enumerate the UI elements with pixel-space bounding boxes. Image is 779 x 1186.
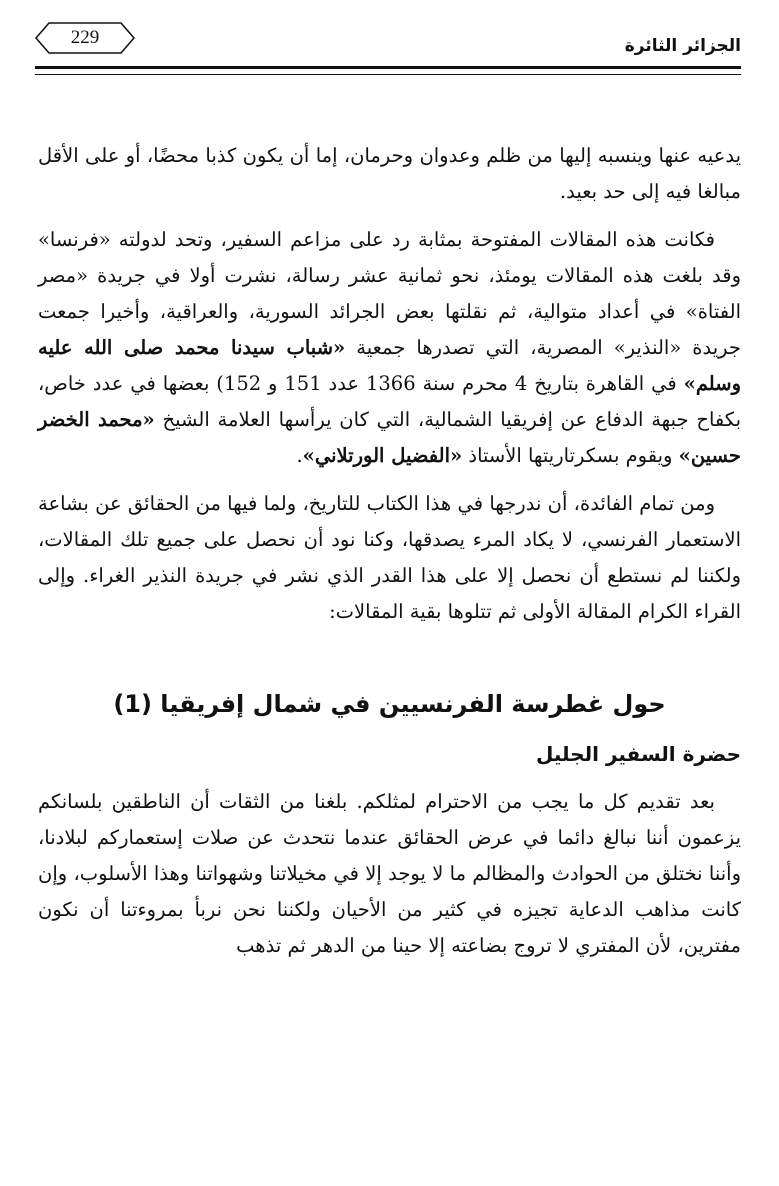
header-rule-thick: [35, 66, 741, 69]
page-number-badge: [35, 22, 135, 54]
paragraph-3: ومن تمام الفائدة، أن ندرجها في هذا الكتاب للتاريخ، ولما فيها من الحقائق عن بشاعة الاستعمار الفرنسي، لا يكاد المرء يصدقها، وكنا نود أن نحصل على جميع تلك المقالات، ولكننا لم نستطع أن نحصل إلا على هذا القدر الذي نشر في جريدة النذير الغراء. وإلى القراء الكرام المقالة الأولى ثم تتلوها بقية المقالات:: [38, 492, 741, 623]
paragraph-1: يدعيه عنها وينسبه إليها من ظلم وعدوان وحرمان، إما أن يكون كذبا محضًا، أو على الأقل مبالغا فيه إلى حد بعيد.: [38, 144, 741, 203]
paragraph-4: بعد تقديم كل ما يجب من الاحترام لمثلكم. بلغنا من الثقات أن الناطقين بلسانكم يزعمون أننا نبالغ دائما في عرض الحقائق عندما نتحدث عن صلات إستعماركم لبلادنا، وأننا نختلق من الحوادث والمظالم ما لا يوجد إلا في مخيلاتنا وشهواتنا وهذا الأسلوب، وإن كانت مذاهب الدعاية تجيزه في كثير من الأحيان ولكننا نحن نربأ بمروءتنا أن نكون مفترين، لأن المفتري لا تروج بضاعته إلا حينا من الدهر ثم تذهب: [38, 790, 741, 957]
page-body: [38, 138, 741, 976]
article-title: حول غطرسة الفرنسيين في شمال إفريقيا (1): [113, 690, 666, 718]
association-name: «شباب سيدنا محمد صلى الله عليه وسلم»: [38, 336, 742, 395]
header-rule-thin: [35, 74, 741, 75]
paragraph-2-text-c: ويقوم بسكرتاريتها الأستاذ: [462, 444, 679, 467]
secretary-name: «الفضيل الورتلاني»: [302, 444, 463, 467]
paragraph-2: [38, 222, 741, 474]
sheikh-name: «محمد الخضر حسين»: [38, 408, 741, 467]
page-number: 229: [70, 27, 100, 48]
paragraph-2-text-b: في القاهرة بتاريخ 4 محرم سنة 1366 عدد 151 و 152) بعضها في عدد خاص، بكفاح جبهة الدفاع عن إفريقيا الشمالية، التي كان يرأسها العلامة الشيخ: [38, 372, 741, 431]
salutation-heading: حضرة السفير الجليل: [536, 742, 741, 766]
paragraph-2-text-a: فكانت هذه المقالات المفتوحة بمثابة رد على مزاعم السفير، وتحد لدولته «فرنسا» وقد بلغت هذه المقالات يومئذ، نحو ثمانية عشر رسالة، نشرت أولا في جريدة «مصر الفتاة» في أعداد متوالية، ثم نقلتها بعض الجرائد السورية، والعراقية، وأخيرا جمعت جريدة «النذير» المصرية، التي تصدرها جمعية: [38, 228, 741, 359]
running-head: الجزائر الثائرة: [624, 36, 741, 56]
paragraph-2-text-d: .: [296, 444, 303, 467]
page-header: [35, 22, 741, 62]
